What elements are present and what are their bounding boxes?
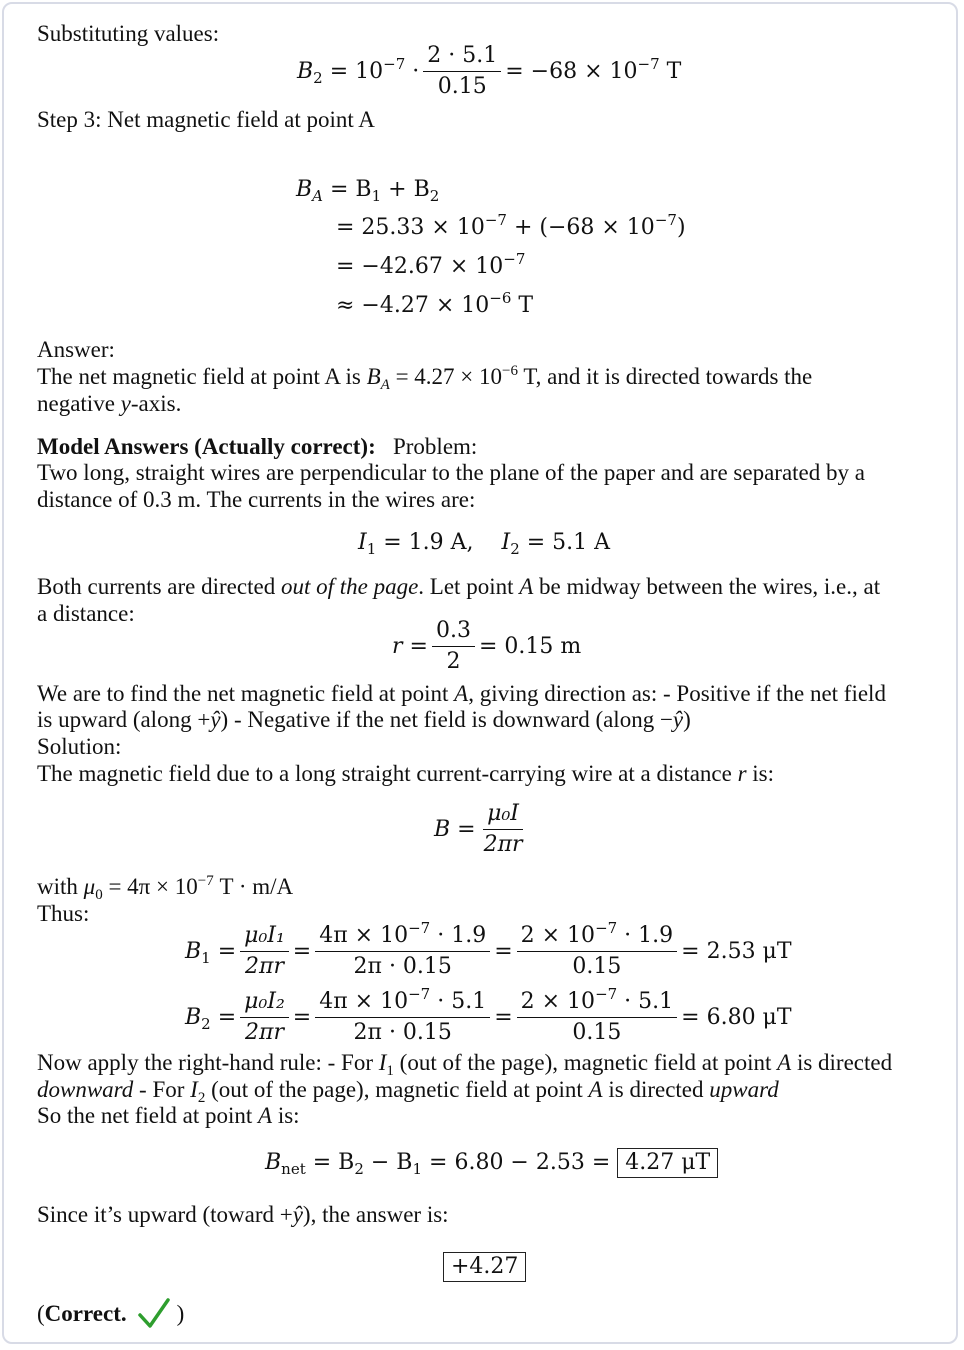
since-line: Since it’s upward (toward +ŷ), the answer is: [37,1202,449,1227]
answer-line2: negative y-axis. [37,391,182,416]
correct-verdict: (Correct. ) [37,1297,184,1335]
magnetic-field-line: The magnetic field due to a long straight current-carrying wire at a distance r is: [37,761,775,786]
rhr-line1: Now apply the right-hand rule: - For $I_1$ (out of the page), magnetic field at point A is directed [37,1050,893,1079]
model-heading-line [37,434,477,460]
rhr-line2: downward - For $I_2$ (out of the page), magnetic field at point A is directed upward [37,1077,779,1106]
find-line1: We are to find the net magnetic field at point A, giving direction as: - Positive if the net field [37,681,886,706]
problem-line1: Two long, straight wires are perpendicular to the plane of the paper and are separated by a [37,460,865,485]
find-line2: is upward (along +ŷ) - Negative if the net field is downward (along −ŷ) [37,707,691,732]
bnet-equation: $B_{net} = B_2 - B_1 = 6.80 - 2.53$ = 4.27 μT [265,1148,718,1178]
net-field-line: So the net field at point A is: [37,1103,300,1128]
r-equation: r = $\frac{0.3}{2}$ = 0.15 m [392,618,582,674]
b-formula: B = $\frac{\text{μ₀I}}{2\pi r}$ [434,801,523,857]
final-answer [443,1252,526,1282]
step3-heading: Step 3: Net magnetic field at point A [37,107,375,132]
solution-label: Solution: [37,734,122,759]
currents-equation: $I_1 = 1.9$ A, $I_2 = 5.1$ A [358,530,611,558]
final-answer-box: +4.27 [443,1252,526,1282]
problem-label: Problem: [392,434,478,459]
b2-field-equation: $B_2$ = $\frac{\text{μ₀I₂}}{2\pi r}$ = $\frac{4\pi \times 10^{-7} \cdot 5.1}{2\pi \cdot 0.15}$ = $\frac{2 \times 10^{-7} \cdot 5.1}{0.15}$ = 6.80 μT [185,985,792,1045]
ba-line4: ≈ $-4.27 \times 10^{-6}$ T [336,289,534,318]
bnet-result-box: 4.27 μT [617,1148,718,1178]
distance-label: a distance: [37,601,135,626]
mu0-line: with $\mu_0 = 4\pi \times 10^{-7}$ T · m/A [37,873,294,903]
answer-label: Answer: [37,337,115,362]
answer-line1: The net magnetic field at point A is $B_A = 4.27 \times 10^{-6}$ T, and it is directed towards the [37,363,813,393]
b2-equation: $B_2 = 10^{-7}$ · $\frac{2 \cdot 5.1}{0.15}$ = $-68 \times 10^{-7}$ T [297,43,682,99]
ba-line1: $B_A = B_1 + B_2$ [296,177,440,205]
checkmark-icon [137,1297,171,1335]
both-currents-line: Both currents are directed out of the page. Let point A be midway between the wires, i.e., at [37,574,881,599]
problem-line2: distance of 0.3 m. The currents in the wires are: [37,487,476,512]
ba-line3: = $-42.67 \times 10^{-7}$ [336,250,526,279]
model-heading: Model Answers (Actually correct): [37,434,376,459]
ba-line2: = $25.33 \times 10^{-7} + (-68 \times 10^{-7})$ [336,211,686,240]
substituting-label: Substituting values: [37,21,220,46]
b1-equation: $B_1$ = $\frac{\text{μ₀I₁}}{2\pi r}$ = $\frac{4\pi \times 10^{-7} \cdot 1.9}{2\pi \cdot 0.15}$ = $\frac{2 \times 10^{-7} \cdot 1.9}{0.15}$ = 2.53 μT [185,919,792,979]
thus-label: Thus: [37,901,90,926]
